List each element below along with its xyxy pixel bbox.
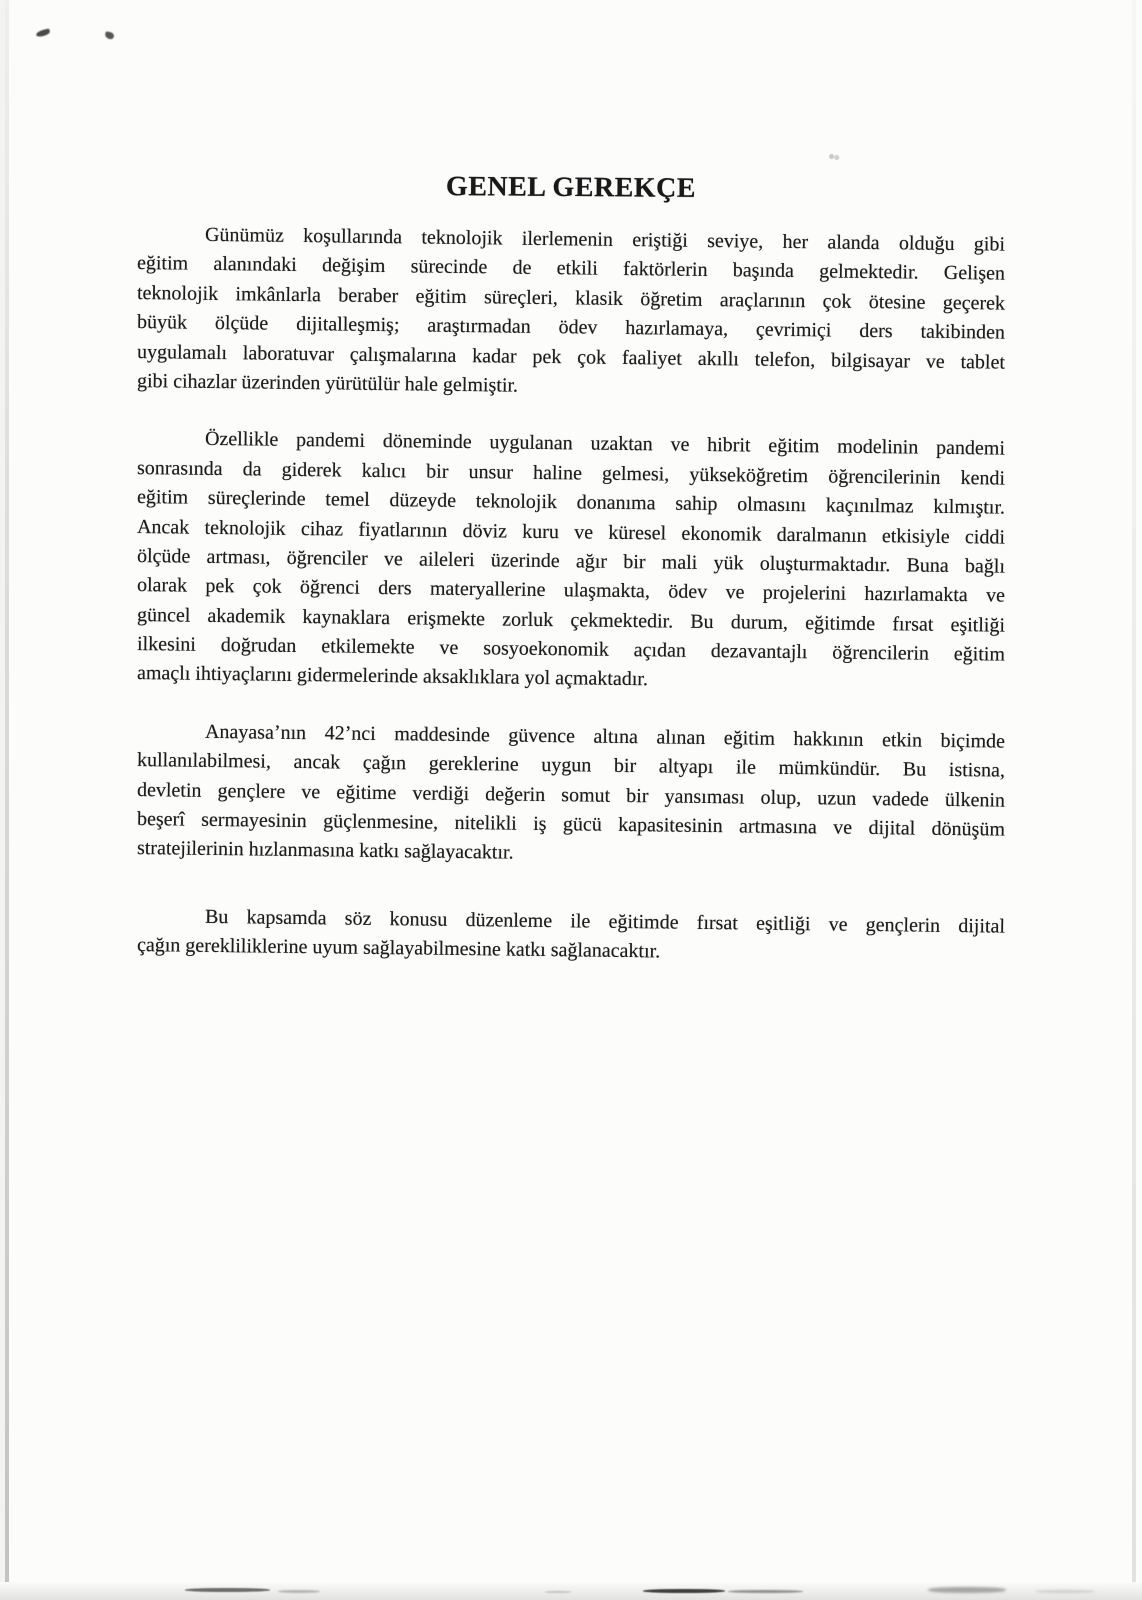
text-line: Anayasa’nın 42’nci maddesinde güvence altına alınan eğitim hakkının etkin biçimde [204, 720, 1006, 753]
document-title: GENEL GEREKÇE [445, 171, 697, 204]
text-line: amaçlı ihtiyaçlarını gidermelerinde aksaklıklara yol açmaktadır. [136, 662, 649, 691]
scan-smudge [185, 1588, 270, 1592]
scan-left-edge-shadow [5, 0, 9, 1600]
text-line: Günümüz koşullarında teknolojik ilerlemenin eriştiği seviye, her alanda olduğu gibi [204, 223, 1006, 256]
document-body [137, 170, 1005, 989]
text-line: ilkesini doğrudan etkilemekte ve sosyoekonomik açıdan dezavantajlı öğrencilerin eğitim [136, 633, 1006, 666]
text-line: sonrasında da giderek kalıcı bir unsur haline gelmesi, yükseköğretim öğrencilerinin kendi [136, 456, 1006, 490]
scan-smudge [928, 1587, 1006, 1593]
paragraph-4 [137, 902, 1005, 961]
ink-speckle [35, 28, 50, 37]
text-line: beşerî sermayesinin güçlenmesine, nitelikli iş gücü kapasitesinin artmasına ve dijital dönüşüm [136, 808, 1006, 841]
text-line: çağın gerekliliklerine uyum sağlayabilmesine katkı sağlanacaktır. [136, 934, 661, 963]
text-line: eğitim süreçlerinde temel düzeyde teknolojik donanıma sahip olmasını kaçınılmaz kılmıştır. [136, 486, 1006, 519]
text-line: eğitim alanındaki değişim sürecinde de etkili faktörlerin başında gelmektedir. Gelişen [136, 252, 1006, 285]
text-line: devletin gençlere ve eğitime verdiği değerin somut bir yansıması olup, uzun vadede ülkenin [136, 778, 1006, 812]
text-line: teknolojik imkânlarla beraber eğitim süreçleri, klasik öğretim araçlarının çok ötesine geçerek [136, 281, 1006, 315]
text-line: olarak pek çok öğrenci ders materyallerine ulaşmakta, ödev ve projelerini hazırlamakta ve [136, 574, 1006, 607]
scan-right-edge-shadow [1132, 0, 1136, 1600]
faint-scan-mark [827, 152, 840, 162]
text-line: stratejilerinin hızlanmasına katkı sağlayacaktır. [136, 837, 514, 865]
ink-speckle [104, 31, 114, 40]
text-line: kullanılabilmesi, ancak çağın gereklerine uygun bir altyapı ile mümkündür. Bu istisna, [136, 749, 1006, 782]
text-line: uygulamalı laboratuvar çalışmalarına kadar pek çok faaliyet akıllı telefon, bilgisayar ve tablet [136, 340, 1006, 374]
scan-smudge [278, 1590, 320, 1593]
text-line: güncel akademik kaynaklara erişmekte zorluk çekmektedir. Bu durum, eğitimde fırsat eşitliği [136, 603, 1006, 637]
scan-smudge [545, 1591, 571, 1593]
text-line: büyük ölçüde dijitalleşmiş; araştırmadan ödev hazırlamaya, çevrimiçi ders takibinden [136, 311, 1006, 344]
text-line: Özellikle pandemi döneminde uygulanan uzaktan ve hibrit eğitim modelinin pandemi [204, 428, 1006, 460]
paragraph-1 [137, 220, 1005, 396]
scan-smudge [1035, 1590, 1095, 1593]
text-line: ölçüde artması, öğrenciler ve aileleri üzerinde ağır bir mali yük oluşturmaktadır. Buna bağlı [136, 544, 1006, 578]
paragraph-3 [137, 717, 1005, 864]
text-line: Ancak teknolojik cihaz fiyatlarının döviz kuru ve küresel ekonomik daralmanın etkisiyle ciddi [136, 515, 1006, 549]
text-line: gibi cihazlar üzerinden yürütülür hale gelmiştir. [136, 369, 519, 397]
paragraph-2 [137, 424, 1005, 689]
scan-smudge [728, 1590, 803, 1593]
text-line: Bu kapsamda söz konusu düzenleme ile eğitimde fırsat eşitliği ve gençlerin dijital [204, 905, 1006, 938]
scan-smudge [643, 1589, 725, 1593]
